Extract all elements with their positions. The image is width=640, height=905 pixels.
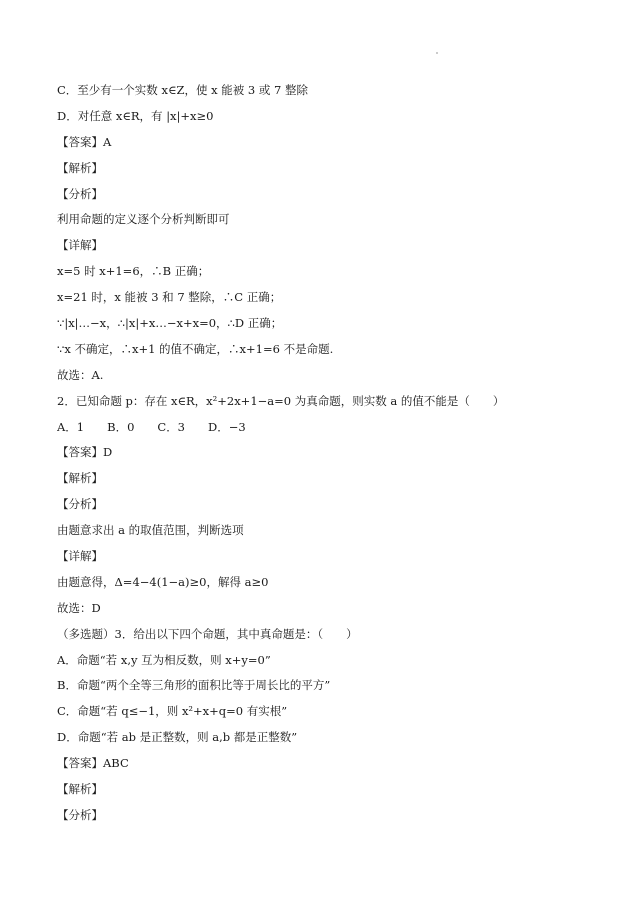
- answer-tag-q2: 【答案】D: [57, 445, 113, 460]
- question-3: （多选题）3．给出以下四个命题，其中真命题是：（ ）: [57, 626, 358, 641]
- option-b-q3: B．命题“两个全等三角形的面积比等于周长比的平方”: [57, 678, 331, 693]
- document-body: [57, 78, 597, 829]
- option-d-q3: D．命题“若 ab 是正整数，则 a,b 都是正整数”: [57, 730, 298, 745]
- detail-line-2: x=21 时，x 能被 3 和 7 整除，∴C 正确；: [57, 290, 282, 305]
- option-c-q1: C．至少有一个实数 x∈Z，使 x 能被 3 或 7 整除: [57, 83, 308, 97]
- reasoning-text-q1: 利用命题的定义逐个分析判断即可: [57, 212, 230, 227]
- option-c-q3: C．命题“若 q≤−1，则 x²+x+q=0 有实根”: [57, 704, 288, 719]
- reasoning-text-q2: 由题意求出 a 的取值范围，判断选项: [57, 523, 244, 538]
- detail-line-1: x=5 时 x+1=6，∴B 正确；: [57, 264, 210, 279]
- detail-tag-q1: 【详解】: [57, 238, 103, 253]
- analysis-tag-q3: 【解析】: [57, 782, 103, 797]
- question-2: 2．已知命题 p：存在 x∈R，x²+2x+1−a=0 为真命题，则实数 a 的值不能是（ ）: [57, 393, 505, 408]
- analysis-tag-q2: 【解析】: [57, 471, 103, 486]
- detail-line-4: ∵x 不确定，∴x+1 的值不确定，∴x+1=6 不是命题.: [57, 341, 334, 356]
- answer-tag-q1: 【答案】A: [57, 134, 112, 149]
- detail-text-q2: 由题意得，Δ=4−4(1−a)≥0，解得 a≥0: [57, 574, 269, 589]
- options-q2: A．1 B．0 C．3 D．−3: [57, 419, 246, 434]
- choice-line-q1: 故选：A.: [57, 367, 104, 382]
- choice-line-q2: 故选：D: [57, 600, 101, 615]
- answer-tag-q3: 【答案】ABC: [57, 756, 129, 771]
- option-d-q1: D．对任意 x∈R，有 |x|+x≥0: [57, 108, 214, 123]
- reasoning-tag-q2: 【分析】: [57, 497, 103, 512]
- option-a-q3: A．命题“若 x,y 互为相反数，则 x+y=0”: [57, 652, 271, 667]
- page-mark: [436, 52, 438, 54]
- reasoning-tag-q3: 【分析】: [57, 807, 103, 822]
- detail-tag-q2: 【详解】: [57, 549, 103, 564]
- detail-line-3: ∵|x|…−x，∴|x|+x…−x+x=0，∴D 正确；: [57, 316, 283, 331]
- analysis-tag-q1: 【解析】: [57, 160, 103, 175]
- reasoning-tag-q1: 【分析】: [57, 186, 103, 201]
